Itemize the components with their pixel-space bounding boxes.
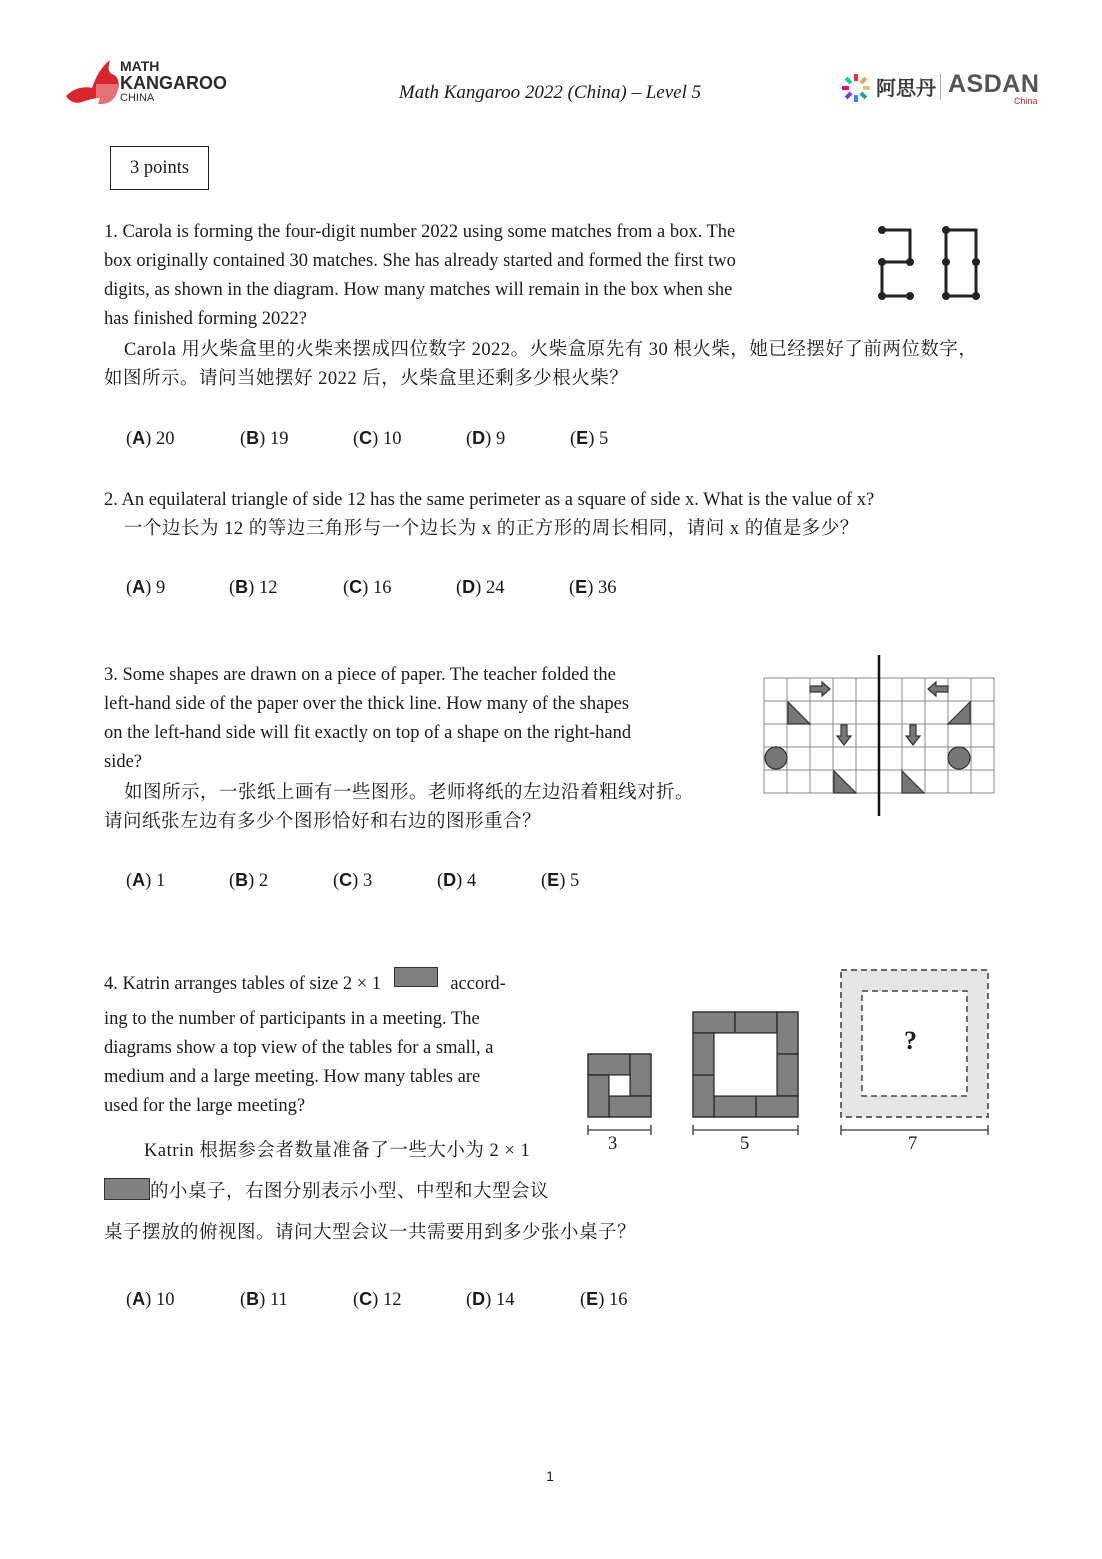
header [0,0,1102,120]
large-meeting-size-label: 7 [908,1134,918,1154]
question-4-en-line: ing to the number of participants in a meeting. The [104,1009,480,1029]
question-1-en-line: digits, as shown in the diagram. How many matches will remain in the box when she [104,280,733,300]
asdan-china: China [1014,96,1038,106]
medium-meeting-size-label: 5 [740,1134,750,1154]
option-d[interactable]: (D) 4 [437,870,477,891]
option-e[interactable]: (E) 5 [570,428,609,449]
table-icon [104,1178,150,1200]
option-d[interactable]: (D) 14 [466,1289,515,1310]
question-3-en-line: on the left-hand side will fit exactly on top of a shape on the right-hand [104,723,632,743]
logo-math: MATH [120,58,160,74]
question-4-en-line: diagrams show a top view of the tables for a small, a [104,1038,494,1058]
question-3-zh-line: 如图所示，一张纸上画有一些图形。老师将纸的左边沿着粗线对折。 [124,783,695,803]
question-1-zh-line: 如图所示。请问当她摆好 2022 后，火柴盒里还剩多少根火柴？ [104,369,629,389]
asdan-flower-icon [840,72,872,104]
question-4-zh-line: Katrin 根据参会者数量准备了一些大小为 2 × 1 [144,1141,531,1161]
question-1-en-line: box originally contained 30 matches. She has already started and formed the first two [104,251,736,271]
asdan-logo [840,70,1050,108]
small-meeting-size-label: 3 [608,1134,618,1154]
question-4-zh-line: 桌子摆放的俯视图。请问大型会议一共需要用到多少张小桌子？ [104,1223,637,1243]
question-3-en-line: side? [104,752,143,772]
unknown-question-mark: ? [904,1026,917,1055]
option-a[interactable]: (A) 1 [126,870,166,891]
question-3-zh-line: 请问纸张左边有多少个图形恰好和右边的图形重合？ [104,812,542,832]
option-b[interactable]: (B) 12 [229,577,278,598]
folding-grid-diagram [760,652,1000,820]
option-e[interactable]: (E) 5 [541,870,580,891]
question-1 [104,218,1004,394]
asdan-english-name: ASDAN [948,70,1040,98]
question-2 [104,486,1044,544]
option-b[interactable]: (B) 2 [229,870,269,891]
option-c[interactable]: (C) 10 [353,428,402,449]
option-a[interactable]: (A) 20 [126,428,175,449]
table-icon [394,967,438,987]
question-2-zh-line: 一个边长为 12 的等边三角形与一个边长为 x 的正方形的周长相同，请问 x 的值是多少？ [124,519,859,539]
option-a[interactable]: (A) 9 [126,577,166,598]
logo-china: CHINA [120,92,155,104]
option-a[interactable]: (A) 10 [126,1289,175,1310]
option-c[interactable]: (C) 16 [343,577,392,598]
option-d[interactable]: (D) 24 [456,577,505,598]
question-4 [104,970,637,1248]
tables-diagram [580,962,1000,1162]
option-e[interactable]: (E) 16 [580,1289,628,1310]
option-d[interactable]: (D) 9 [466,428,506,449]
matchstick-diagram [872,224,988,304]
option-b[interactable]: (B) 11 [240,1289,288,1310]
page-number: 1 [546,1468,554,1484]
question-1-english [104,218,1004,334]
question-4-zh-line: 的小桌子，右图分别表示小型、中型和大型会议 [150,1182,550,1202]
question-4-en-first: 4. Katrin arranges tables of size 2 × 1 [104,974,382,994]
option-c[interactable]: (C) 3 [333,870,373,891]
question-1-chinese [104,336,1004,394]
question-4-en-first-end: accord- [450,974,506,994]
question-3 [104,661,744,837]
question-1-zh-line: Carola 用火柴盒里的火柴来摆成四位数字 2022。火柴盒原先有 30 根火柴，她已经摆好了前两位数字， [124,340,978,360]
logo-kangaroo: KANGAROO [120,73,227,93]
question-1-en-line: has finished forming 2022? [104,309,307,329]
question-2-en-line: 2. An equilateral triangle of side 12 has the same perimeter as a square of side x. What is the value of x? [104,490,875,510]
question-3-en-line: 3. Some shapes are drawn on a piece of paper. The teacher folded the [104,665,616,685]
asdan-chinese-name: 阿思丹 [876,78,936,100]
option-e[interactable]: (E) 36 [569,577,617,598]
option-b[interactable]: (B) 19 [240,428,289,449]
question-1-en-line: 1. Carola is forming the four-digit number 2022 using some matches from a box. The [104,222,736,242]
section-points-label: 3 points [110,146,209,190]
question-3-en-line: left-hand side of the paper over the thick line. How many of the shapes [104,694,630,714]
kangaroo-icon [62,58,124,108]
asdan-divider [940,74,941,100]
math-kangaroo-logo [62,58,227,108]
page-header-title: Math Kangaroo 2022 (China) – Level 5 [398,82,702,103]
question-4-en-line: medium and a large meeting. How many tables are [104,1067,481,1087]
option-c[interactable]: (C) 12 [353,1289,402,1310]
question-4-en-line: used for the large meeting? [104,1096,306,1116]
